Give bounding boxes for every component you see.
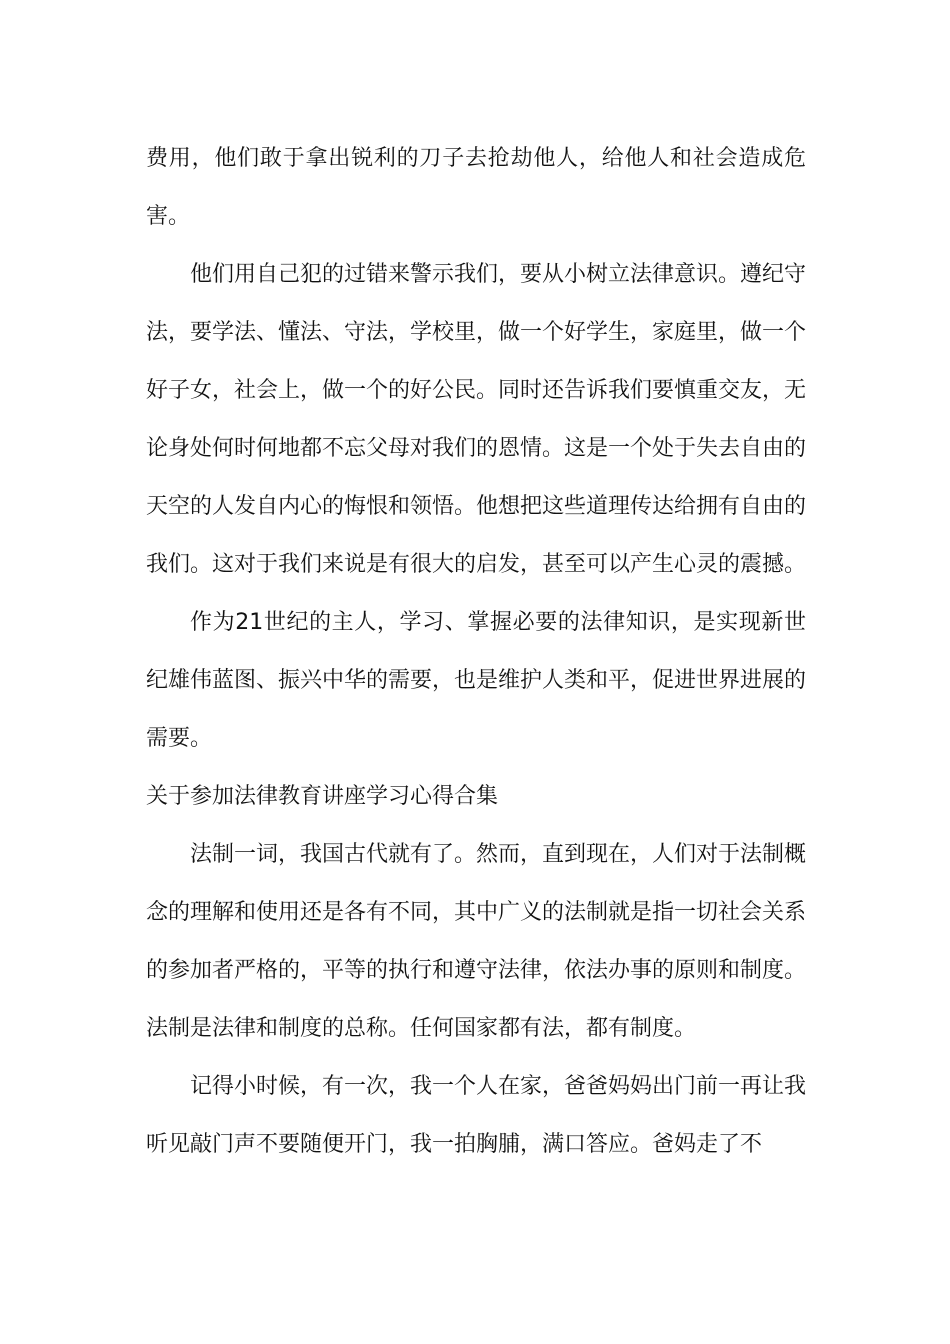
paragraph-21st-century: 作为21世纪的主人，学习、掌握必要的法律知识，是实现新世纪雄伟蓝图、振兴中华的需要，也是维护人类和平，促进世界进展的需要。 <box>146 610 807 751</box>
paragraph-legal-awareness: 他们用自己犯的过错来警示我们，要从小树立法律意识。遵纪守法，要学法、懂法、守法，学校里，做一个好学生，家庭里，做一个好子女，社会上，做一个的好公民。同时还告诉我们要慎重交友，无论身处何时何地都不忘父母对我们的恩情。这是一个处于失去自由的天空的人发自内心的悔恨和领悟。他想把这些道理传达给拥有自由的我们。这对于我们来说是有很大的启发，甚至可以产生心灵的震撼。 <box>146 262 807 577</box>
paragraph-legal-system: 法制一词，我国古代就有了。然而，直到现在，人们对于法制概念的理解和使用还是各有不同，其中广义的法制就是指一切社会关系的参加者严格的，平等的执行和遵守法律，依法办事的原则和制度。法制是法律和制度的总称。任何国家都有法，都有制度。 <box>146 842 807 1041</box>
paragraph-childhood-memory: 记得小时候，有一次，我一个人在家，爸爸妈妈出门前一再让我听见敲门声不要随便开门，我一拍胸脯，满口答应。爸妈走了不 <box>146 1074 807 1157</box>
document-body <box>146 130 806 1174</box>
paragraph-continuation: 费用，他们敢于拿出锐利的刀子去抢劫他人，给他人和社会造成危害。 <box>146 146 806 229</box>
section-title: 关于参加法律教育讲座学习心得合集 <box>146 784 499 809</box>
